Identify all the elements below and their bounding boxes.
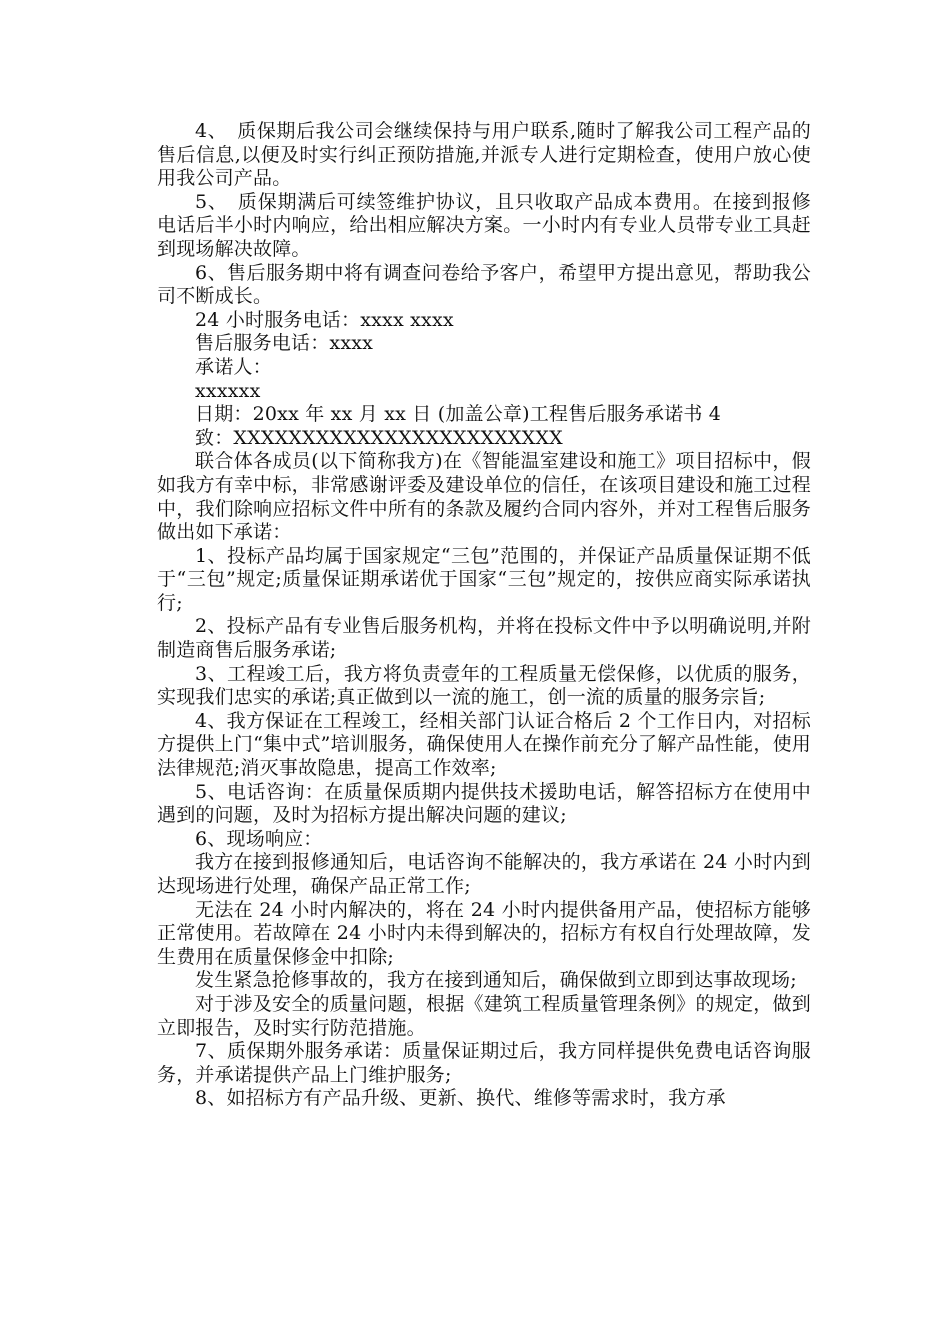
paragraph-warranty-renewal-5: 5、 质保期满后可续签维护协议，且只收取产品成本费用。在接到报修电话后半小时内响应，给出相应解决方案。一小时内有专业人员带专业工具赶到现场解决故障。 <box>157 190 811 260</box>
paragraph-survey-6: 6、售后服务期中将有调查问卷给予客户，希望甲方提出意见，帮助我公司不断成长。 <box>157 261 811 308</box>
document-body <box>157 120 811 1111</box>
addressee: 致：XXXXXXXXXXXXXXXXXXXXXXXX <box>195 426 563 449</box>
commitment-4: 4、我方保证在工程竣工，经相关部门认证合格后 2 个工作日内，对招标方提供上门“集中式”培训服务，确保使用人在操作前充分了解产品性能，使用法律规范;消灭事故隐患，提高工作效率; <box>157 709 811 780</box>
date-and-section-title: 日期：20xx 年 xx 月 xx 日 (加盖公章)工程售后服务承诺书 4 <box>195 403 722 426</box>
commitment-6-heading: 6、现场响应： <box>195 827 323 850</box>
commitment-2: 2、投标产品有专业售后服务机构，并将在投标文件中予以明确说明,并附制造商售后服务承诺; <box>157 615 811 662</box>
commitment-5: 5、电话咨询：在质量保质期内提供技术援助电话，解答招标方在使用中遇到的问题，及时为招标方提出解决问题的建议; <box>157 780 811 827</box>
paragraph-warranty-after-4: 4、 质保期后我公司会继续保持与用户联系,随时了解我公司工程产品的售后信息,以便及时实行纠正预防措施,并派专人进行定期检查，使用户放心使用我公司产品。 <box>157 120 811 190</box>
service-hotline-24h: 24 小时服务电话：xxxx xxxx <box>195 308 454 331</box>
after-sales-phone: 售后服务电话：xxxx <box>195 332 374 355</box>
onsite-response-3: 发生紧急抢修事故的，我方在接到通知后，确保做到立即到达事故现场; <box>195 969 797 992</box>
onsite-response-2: 无法在 24 小时内解决的，将在 24 小时内提供备用产品，使招标方能够正常使用。若故障在 24 小时内未得到解决的，招标方有权自行处理故障，发生费用在质量保修金中扣除; <box>157 898 811 968</box>
paragraph-intro: 联合体各成员(以下简称我方)在《智能温室建设和施工》项目招标中，假如我方有幸中标，非常感谢评委及建设单位的信任，在该项目建设和施工过程中，我们除响应招标文件中所有的条款及履约合同内容外，并对工程售后服务做出如下承诺： <box>157 450 811 544</box>
onsite-response-4: 对于涉及安全的质量问题，根据《建筑工程质量管理条例》的规定，做到立即报告，及时实行防范措施。 <box>157 992 811 1039</box>
onsite-response-1: 我方在接到报修通知后，电话咨询不能解决的，我方承诺在 24 小时内到达现场进行处理，确保产品正常工作; <box>157 851 811 897</box>
commitment-1: 1、投标产品均属于国家规定“三包”范围的，并保证产品质量保证期不低于“三包”规定;质量保证期承诺优于国家“三包”规定的，按供应商实际承诺执行; <box>157 544 811 614</box>
commitment-3: 3、工程竣工后，我方将负责壹年的工程质量无偿保修，以优质的服务，实现我们忠实的承诺;真正做到以一流的施工，创一流的质量的服务宗旨; <box>157 662 811 709</box>
promisor-name: xxxxxx <box>195 379 261 402</box>
commitment-7: 7、质保期外服务承诺：质量保证期过后，我方同样提供免费电话咨询服务，并承诺提供产品上门维护服务; <box>157 1040 811 1086</box>
commitment-8: 8、如招标方有产品升级、更新、换代、维修等需求时，我方承 <box>195 1087 726 1110</box>
promisor-label: 承诺人： <box>195 355 272 378</box>
